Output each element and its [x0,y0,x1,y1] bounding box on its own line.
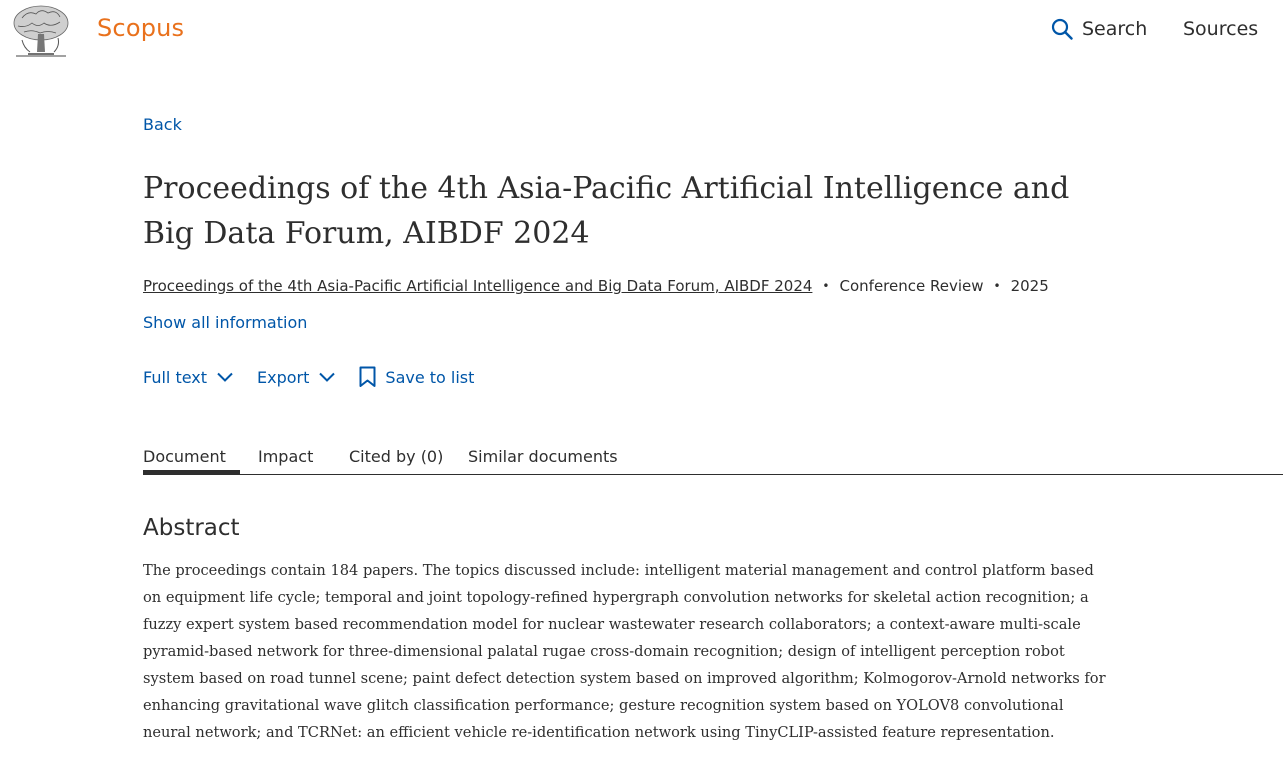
abstract-heading: Abstract [143,515,240,541]
document-title: Proceedings of the 4th Asia-Pacific Artificial Intelligence and Big Data Forum, AIBDF 2024 [143,171,1070,251]
bookmark-icon [359,366,376,388]
abstract-text: The proceedings contain 184 papers. The topics discussed include: intelligent material management and control platform based on equipment life cycle; temporal and joint topology-refined hypergraph convolution networks for skeletal action recognition; a fuzzy expert system based recommendation model for nuclear wastewater research collaborators; a context-aware multi-scale pyramid-based network for three-dimensional palatal rugae cross-domain recognition; design of intelligent perception robot system based on road tunnel scene; paint defect detection system based on improved algorithm; Kolmogorov-Arnold networks for enhancing gravitational wave glitch classification performance; gesture recognition system based on YOLOV8 convolutional neural network; and TCRNet: an efficient vehicle re-identification network using TinyCLIP-assisted feature representation. [143,562,1106,741]
scopus-brand[interactable]: Scopus [97,14,185,42]
document-tabs [143,445,1283,475]
show-all-information-link[interactable]: Show all information [143,313,308,332]
top-header [0,0,1283,62]
separator-dot: • [822,279,830,293]
separator-dot: • [993,279,1001,293]
full-text-button[interactable] [143,368,233,387]
nav-sources-link[interactable]: Sources [1183,18,1259,40]
tab-cited-by[interactable]: Cited by (0) [349,447,444,466]
export-label: Export [257,367,310,387]
elsevier-tree-logo[interactable] [10,4,72,58]
back-link[interactable]: Back [143,115,182,134]
nav-search-button[interactable] [1051,18,1147,40]
document-meta [143,277,1049,295]
source-title-link[interactable]: Proceedings of the 4th Asia-Pacific Artificial Intelligence and Big Data Forum, AIBDF 2024 [143,277,813,295]
document-year: 2025 [1010,277,1049,295]
nav-search-label: Search [1082,18,1148,40]
save-to-list-label: Save to list [385,367,475,387]
chevron-down-icon [319,372,335,382]
document-type: Conference Review [839,277,984,295]
document-actions [143,366,474,388]
search-icon [1051,18,1073,40]
tab-similar-documents[interactable]: Similar documents [468,447,618,466]
chevron-down-icon [217,372,233,382]
tab-document[interactable]: Document [143,447,240,474]
tab-impact[interactable]: Impact [258,447,314,466]
full-text-label: Full text [143,367,208,387]
export-button[interactable] [257,368,335,387]
save-to-list-button[interactable] [359,366,474,388]
